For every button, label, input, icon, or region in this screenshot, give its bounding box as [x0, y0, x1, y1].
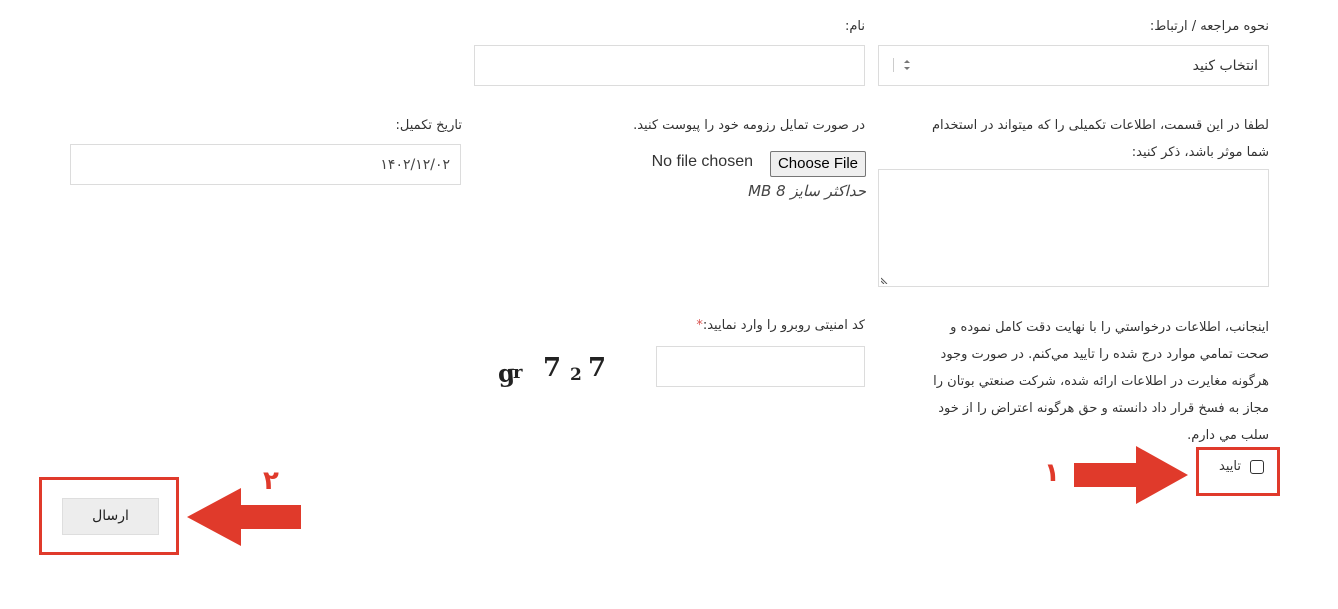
name-input[interactable]: [474, 45, 865, 86]
resize-grip-icon[interactable]: [881, 276, 889, 284]
svg-text:7: 7: [588, 353, 607, 383]
notes-textarea[interactable]: [878, 169, 1269, 287]
contact-method-select[interactable]: [878, 45, 1269, 86]
svg-text:r: r: [513, 362, 523, 383]
completion-date-input[interactable]: [70, 144, 461, 185]
declaration-line: سلب مي دارم.: [1187, 428, 1269, 443]
resume-label: در صورت تمایل رزومه خود را پیوست کنید.: [633, 118, 865, 133]
submit-button[interactable]: ارسال: [62, 498, 159, 535]
resume-file-input[interactable]: [474, 150, 866, 178]
notes-label-line-2: شما موثر باشد، ذکر کنید:: [1131, 145, 1269, 160]
svg-text:2: 2: [570, 365, 582, 385]
required-mark: *: [696, 318, 703, 333]
notes-label-line-1: لطفا در این قسمت، اطلاعات تکمیلی را که میتواند در استخدام: [931, 118, 1269, 133]
max-file-size-note: MB 8 حداکثر سایز: [748, 182, 866, 200]
contact-method-label: نحوه مراجعه / ارتباط:: [1149, 19, 1269, 34]
file-status-text: No file chosen: [651, 153, 753, 170]
declaration-text: [877, 314, 1269, 449]
captcha-image: [495, 345, 613, 389]
highlight-box-submit: [39, 477, 179, 555]
name-label: نام:: [844, 19, 865, 34]
confirm-checkbox-label[interactable]: تایید: [1219, 459, 1241, 474]
declaration-line: صحت تمامي موارد درج شده را تاييد مي‌کنم. در صورت وجود: [940, 347, 1269, 362]
declaration-line: هرگونه مغايرت در اطلاعات ارائه شده، شرکت صنعتي بوتان را: [933, 374, 1269, 389]
declaration-line: اینجانب، اطلاعات درخواستي را با نهايت دقت کامل نموده و: [950, 320, 1269, 335]
svg-text:7: 7: [543, 353, 562, 383]
captcha-label: [696, 318, 865, 333]
arrow-right-icon: [1070, 444, 1190, 506]
captcha-label-text: کد امنیتی روبرو را وارد نمایید:: [702, 318, 865, 333]
choose-file-button[interactable]: Choose File: [770, 151, 866, 177]
contact-method-selected-value: انتخاب کنید: [1192, 58, 1258, 74]
captcha-input[interactable]: [656, 346, 865, 387]
highlight-box-checkbox: [1196, 447, 1280, 496]
up-down-arrows-icon: [901, 54, 913, 76]
completion-date-value: ۱۴۰۲/۱۲/۰۲: [380, 157, 450, 173]
step-number-2: ۲: [263, 466, 279, 496]
svg-text:g: g: [496, 358, 516, 389]
declaration-line: مجاز به فسخ قرار داد دانسته و حق هرگونه اعتراض را از خود: [938, 401, 1269, 416]
select-separator: [893, 58, 894, 72]
arrow-left-icon: [185, 487, 303, 547]
completion-date-label: تاریخ تکمیل:: [395, 118, 462, 133]
step-number-1: ۱: [1044, 458, 1060, 488]
